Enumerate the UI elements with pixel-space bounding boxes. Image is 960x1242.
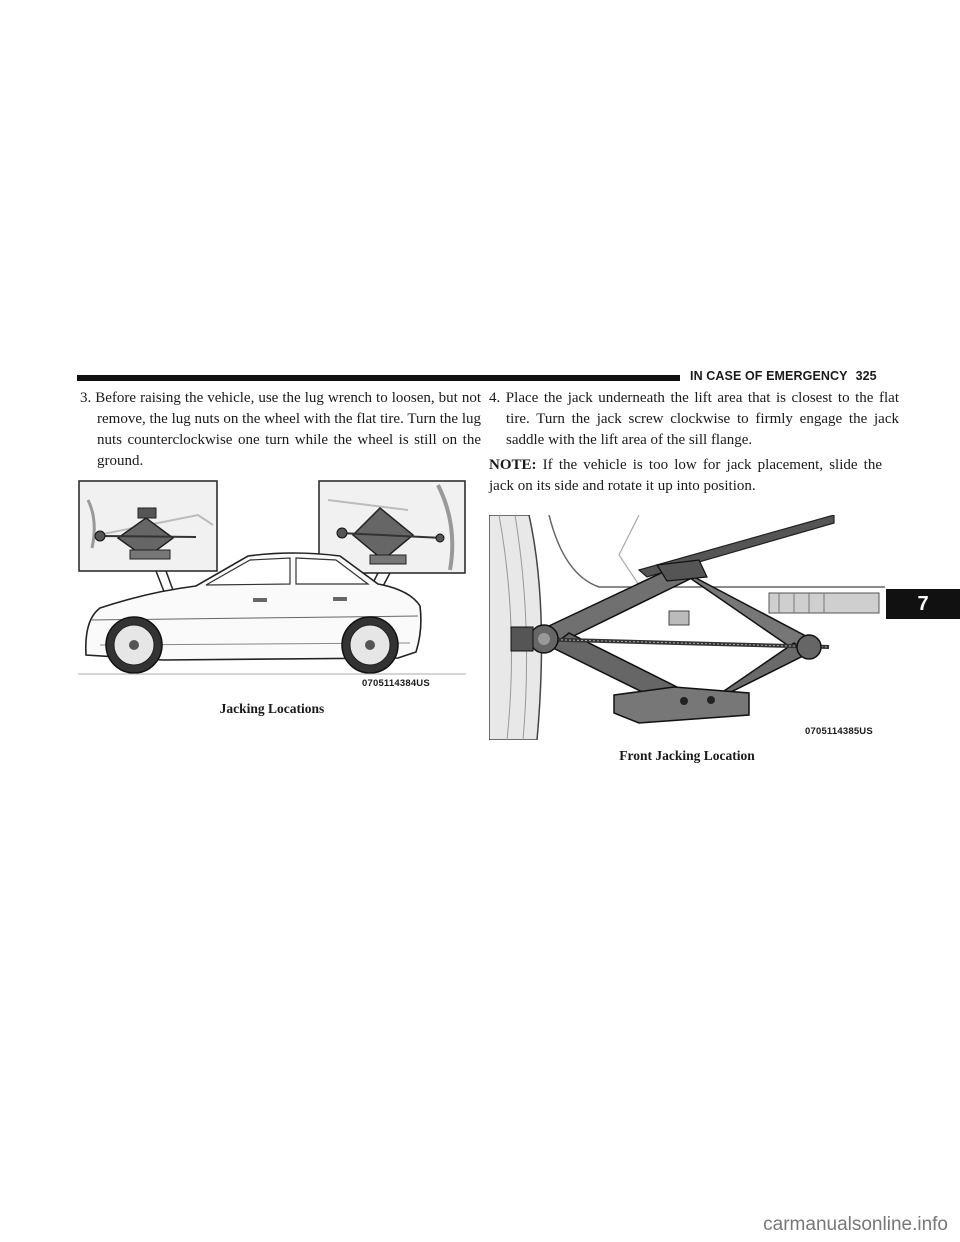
note-paragraph	[489, 455, 882, 497]
figure-caption: Front Jacking Location	[619, 748, 755, 763]
figure-code: 0705114385US	[805, 726, 873, 737]
section-title: IN CASE OF EMERGENCY	[690, 369, 848, 383]
running-header	[690, 369, 890, 383]
figure-code: 0705114384US	[362, 678, 430, 689]
header-rule	[77, 375, 680, 381]
front-jacking-location-figure	[489, 515, 885, 740]
note-label: NOTE:	[489, 457, 537, 473]
watermark: carmanualsonline.info	[763, 1214, 948, 1235]
note-text: If the vehicle is too low for jack placement, slide the jack on its side and rotate it up into position.	[489, 457, 882, 494]
page-number: 325	[855, 369, 877, 383]
scissor-jack-illustration	[489, 515, 885, 740]
step-3: 3. Before raising the vehicle, use the lug wrench to loosen, but not remove, the lug nuts on the wheel with the flat tire. Turn the lug nuts counterclockwise one turn while the wheel is still on the ground.	[80, 390, 481, 469]
step-4: 4. Place the jack underneath the lift area that is closest to the flat tire. Turn the jack screw clockwise to firmly engage the jack saddle with the lift area of the sill flange.	[489, 390, 899, 448]
jacking-locations-figure	[78, 480, 466, 700]
chapter-tab: 7	[886, 589, 960, 619]
figure-caption: Jacking Locations	[219, 701, 325, 716]
car-side-view-illustration	[78, 480, 466, 700]
